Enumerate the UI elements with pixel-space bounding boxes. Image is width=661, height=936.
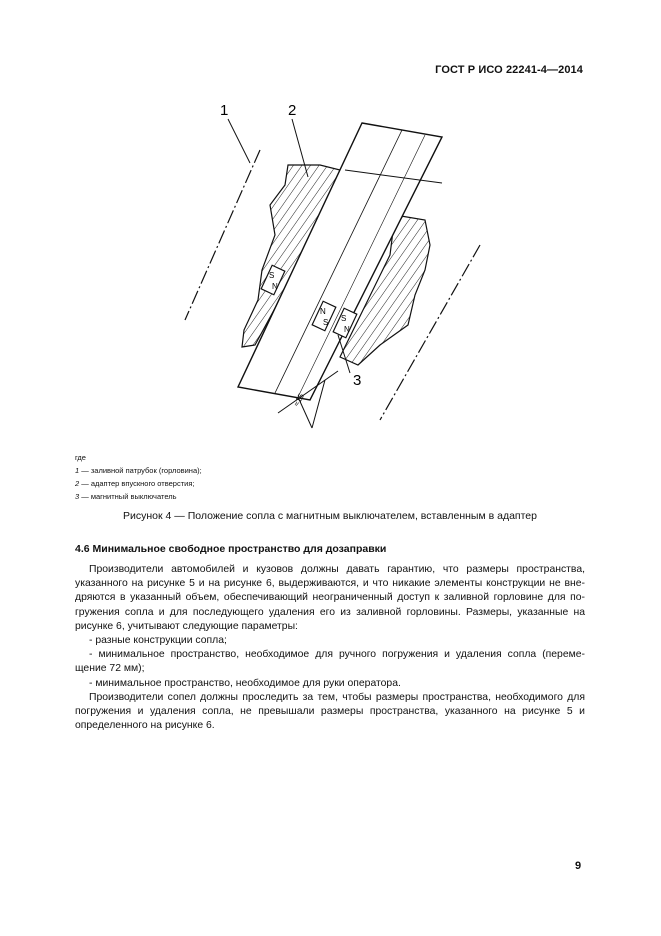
figure-caption: Рисунок 4 — Положение сопла с магнитным выключателем, вставленным в адаптер [123, 510, 537, 522]
list-item: - минимальное пространство, необходимое для руки оператора. [89, 677, 401, 689]
paragraph: Производители сопел должны проследить за тем, чтобы размеры пространства, необходимого для погружения и удаления сопла, не превышали размеры пространства, указанного на рисунке 5 и определенного на рисунке 6. [75, 691, 585, 732]
legend-number: 2 [75, 479, 80, 488]
figure-nozzle-drawing [180, 95, 500, 435]
callout-leader-1 [228, 119, 250, 163]
list-item: - минимальное пространство, необходимое для ручного погружения и удаления сопла (переме-щение 72 мм); [75, 649, 585, 675]
legend-number: 1 [75, 466, 80, 475]
technical-drawing [180, 95, 500, 435]
legend-item [75, 490, 202, 503]
magnet-label: S [341, 314, 347, 323]
magnet-label: S [269, 271, 275, 280]
document-header: ГОСТ Р ИСО 22241-4—2014 [435, 64, 583, 76]
page-number: 9 [575, 860, 582, 872]
figure-legend [75, 451, 202, 503]
paragraph: Производители автомобилей и кузовов должны давать гарантию, что размеры пространства, указанного на рисунке 5 и на рисунке 6, выдерживаются, и что никакие элементы конструкции не вне-дряются в указанный объем, обеспечивающий неограниченный доступ к заливной горловине для по-гружения сопла и для последующего удаления его из заливной горловины. Размеры, указанные на рисунке 6, учитывают следующие параметры: [75, 564, 585, 632]
legend-item [75, 464, 202, 477]
filler-neck-line-left [185, 150, 260, 320]
legend-intro: где [75, 453, 86, 462]
dimension-label: ≈15 [291, 391, 307, 408]
legend-text: — адаптер впускного отверстия; [79, 479, 195, 488]
magnet-label: N [344, 325, 350, 334]
section-heading: 4.6 Минимальное свободное пространство для дозаправки [75, 543, 387, 555]
section-body [75, 563, 585, 733]
legend-item [75, 477, 202, 490]
magnet-label: N [272, 282, 278, 291]
legend-text: — заливной патрубок (горловина); [79, 466, 202, 475]
callout-label-1: 1 [220, 102, 229, 119]
legend-number: 3 [75, 492, 80, 501]
legend-text: — магнитный выключатель [79, 492, 177, 501]
magnet-label: S [323, 318, 329, 327]
callout-label-3: 3 [353, 372, 362, 389]
magnet-label: N [320, 307, 326, 316]
callout-label-2: 2 [288, 102, 297, 119]
list-item: - разные конструкции сопла; [89, 635, 227, 647]
